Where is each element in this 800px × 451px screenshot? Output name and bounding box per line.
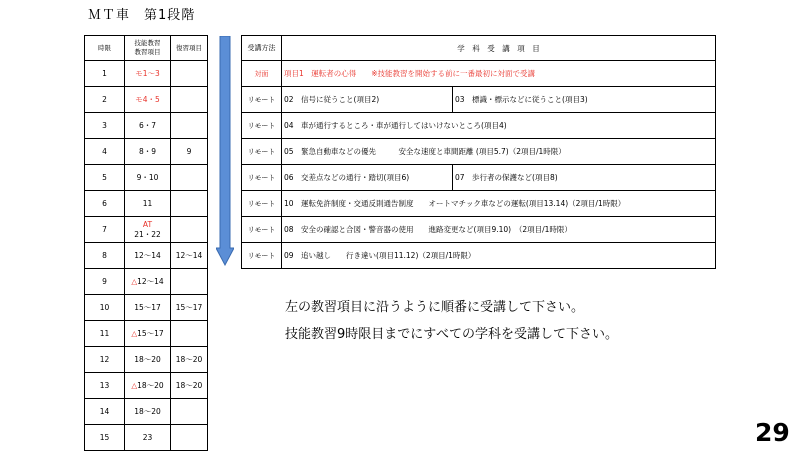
skill-item-value: 12～14	[137, 277, 164, 286]
skill-item-cell	[125, 191, 171, 217]
skill-item-cell	[125, 165, 171, 191]
lecture-item-cell: 10 運転免許制度・交通反則通告制度 オートマチック車などの運転(項目13.14)（2項目/1時限）	[282, 191, 716, 217]
lecture-item-cell-2: 07 歩行者の保護など(項目8)	[453, 165, 716, 191]
triangle-mark-icon: △	[131, 277, 138, 286]
method-cell: リモート	[242, 139, 282, 165]
review-cell: 12～14	[171, 243, 208, 269]
method-header: 受講方法	[242, 36, 282, 61]
down-arrow-icon	[216, 36, 234, 266]
method-cell: 対面	[242, 61, 282, 87]
method-cell: リモート	[242, 87, 282, 113]
skill-item-value: 12～14	[134, 251, 161, 260]
skill-item-value: 21・22	[134, 229, 161, 239]
period-cell: 13	[85, 373, 125, 399]
skill-item-value: 15～17	[137, 329, 164, 338]
period-cell: 4	[85, 139, 125, 165]
lecture-item-cell: 04 車が通行するところ・車が通行してはいけないところ(項目4)	[282, 113, 716, 139]
lecture-item-cell-2: 03 標識・標示などに従うこと(項目3)	[453, 87, 716, 113]
skill-table-row	[85, 321, 208, 347]
method-cell: リモート	[242, 113, 282, 139]
method-cell: リモート	[242, 191, 282, 217]
skill-table-row	[85, 295, 208, 321]
skill-item-cell	[125, 139, 171, 165]
period-cell: 1	[85, 61, 125, 87]
skill-item-value: 8・9	[138, 147, 157, 156]
skill-item-cell	[125, 269, 171, 295]
skill-item-value: 15～17	[134, 303, 161, 312]
lecture-table-row	[242, 139, 716, 165]
skill-table-row	[85, 191, 208, 217]
review-cell: 18～20	[171, 347, 208, 373]
period-cell: 12	[85, 347, 125, 373]
review-cell	[171, 191, 208, 217]
skill-item-cell	[125, 321, 171, 347]
review-cell	[171, 165, 208, 191]
skill-table-row	[85, 165, 208, 191]
lecture-item-cell: 項目1 運転者の心得 ※技能教習を開始する前に一番最初に対面で受講	[282, 61, 716, 87]
page-number: 29	[755, 418, 790, 447]
skill-table-row	[85, 425, 208, 451]
instruction-note-2: 技能教習9時限目までにすべての学科を受講して下さい。	[285, 327, 619, 342]
skill-table-header	[85, 36, 208, 61]
skill-item-cell	[125, 399, 171, 425]
skill-item-cell	[125, 113, 171, 139]
method-cell: リモート	[242, 217, 282, 243]
skill-table-row	[85, 217, 208, 243]
period-cell: 8	[85, 243, 125, 269]
review-header: 復習項目	[171, 36, 208, 61]
period-cell: 5	[85, 165, 125, 191]
period-cell: 9	[85, 269, 125, 295]
skill-table-row	[85, 347, 208, 373]
skill-item-cell	[125, 425, 171, 451]
skill-item-cell	[125, 295, 171, 321]
skill-table-row	[85, 61, 208, 87]
period-cell: 14	[85, 399, 125, 425]
period-cell: 2	[85, 87, 125, 113]
skill-item-value: モ4・5	[135, 95, 160, 104]
triangle-mark-icon: △	[131, 381, 138, 390]
skill-item-header	[125, 36, 171, 61]
skill-item-cell	[125, 61, 171, 87]
lecture-table-row	[242, 61, 716, 87]
lecture-item-cell: 05 緊急自動車などの優先 安全な速度と車間距離 (項目5.7)（2項目/1時限）	[282, 139, 716, 165]
lecture-items-header: 学 科 受 講 項 目	[282, 36, 716, 61]
skill-item-value: 11	[142, 199, 153, 208]
review-cell	[171, 113, 208, 139]
period-cell: 6	[85, 191, 125, 217]
lecture-table-row	[242, 113, 716, 139]
page-title: ＭＴ車 第1段階	[88, 8, 196, 23]
period-cell: 10	[85, 295, 125, 321]
review-cell	[171, 425, 208, 451]
skill-table-row	[85, 269, 208, 295]
review-cell	[171, 269, 208, 295]
review-cell	[171, 217, 208, 243]
skill-item-cell	[125, 217, 171, 243]
skill-header-line2: 教習項目	[134, 48, 161, 56]
skill-item-value: 18～20	[134, 407, 161, 416]
skill-item-cell	[125, 373, 171, 399]
skill-table-row	[85, 139, 208, 165]
review-cell	[171, 321, 208, 347]
skill-item-value: 18～20	[137, 381, 164, 390]
method-cell: リモート	[242, 243, 282, 269]
period-header: 時限	[85, 36, 125, 61]
lecture-table-row	[242, 243, 716, 269]
skill-header-line1: 技能教習	[134, 39, 161, 47]
at-label: AT	[142, 219, 153, 229]
review-cell	[171, 87, 208, 113]
skill-item-cell	[125, 243, 171, 269]
instruction-note-1: 左の教習項目に沿うように順番に受講して下さい。	[285, 300, 585, 315]
skill-item-cell	[125, 87, 171, 113]
lecture-item-cell: 08 安全の確認と合図・警音器の使用 進路変更など(項目9.10) （2項目/1時限）	[282, 217, 716, 243]
skill-item-value: モ1～3	[135, 69, 160, 78]
period-cell: 11	[85, 321, 125, 347]
skill-table-row	[85, 113, 208, 139]
lecture-table-header	[242, 36, 716, 61]
lecture-item-cell: 09 追い越し 行き違い(項目11.12)（2項目/1時限）	[282, 243, 716, 269]
skill-item-value: 6・7	[138, 121, 157, 130]
skill-item-value: 9・10	[136, 173, 159, 182]
lecture-table-row	[242, 191, 716, 217]
lecture-item-cell: 02 信号に従うこと(項目2)	[282, 87, 453, 113]
skill-table-row	[85, 373, 208, 399]
review-cell	[171, 399, 208, 425]
review-cell	[171, 61, 208, 87]
skill-item-value: 18～20	[134, 355, 161, 364]
period-cell: 3	[85, 113, 125, 139]
period-cell: 7	[85, 217, 125, 243]
lecture-item-cell: 06 交差点などの通行・踏切(項目6)	[282, 165, 453, 191]
review-cell: 9	[171, 139, 208, 165]
review-cell: 18～20	[171, 373, 208, 399]
lecture-table-row	[242, 217, 716, 243]
lecture-table-row	[242, 87, 716, 113]
lecture-schedule-table	[241, 35, 716, 269]
skill-item-value: 23	[142, 433, 153, 442]
lecture-table-row	[242, 165, 716, 191]
skill-table-row	[85, 87, 208, 113]
skill-schedule-table	[84, 35, 208, 451]
period-cell: 15	[85, 425, 125, 451]
review-cell: 15～17	[171, 295, 208, 321]
skill-table-row	[85, 399, 208, 425]
triangle-mark-icon: △	[131, 329, 138, 338]
skill-table-row	[85, 243, 208, 269]
skill-item-cell	[125, 347, 171, 373]
method-cell: リモート	[242, 165, 282, 191]
